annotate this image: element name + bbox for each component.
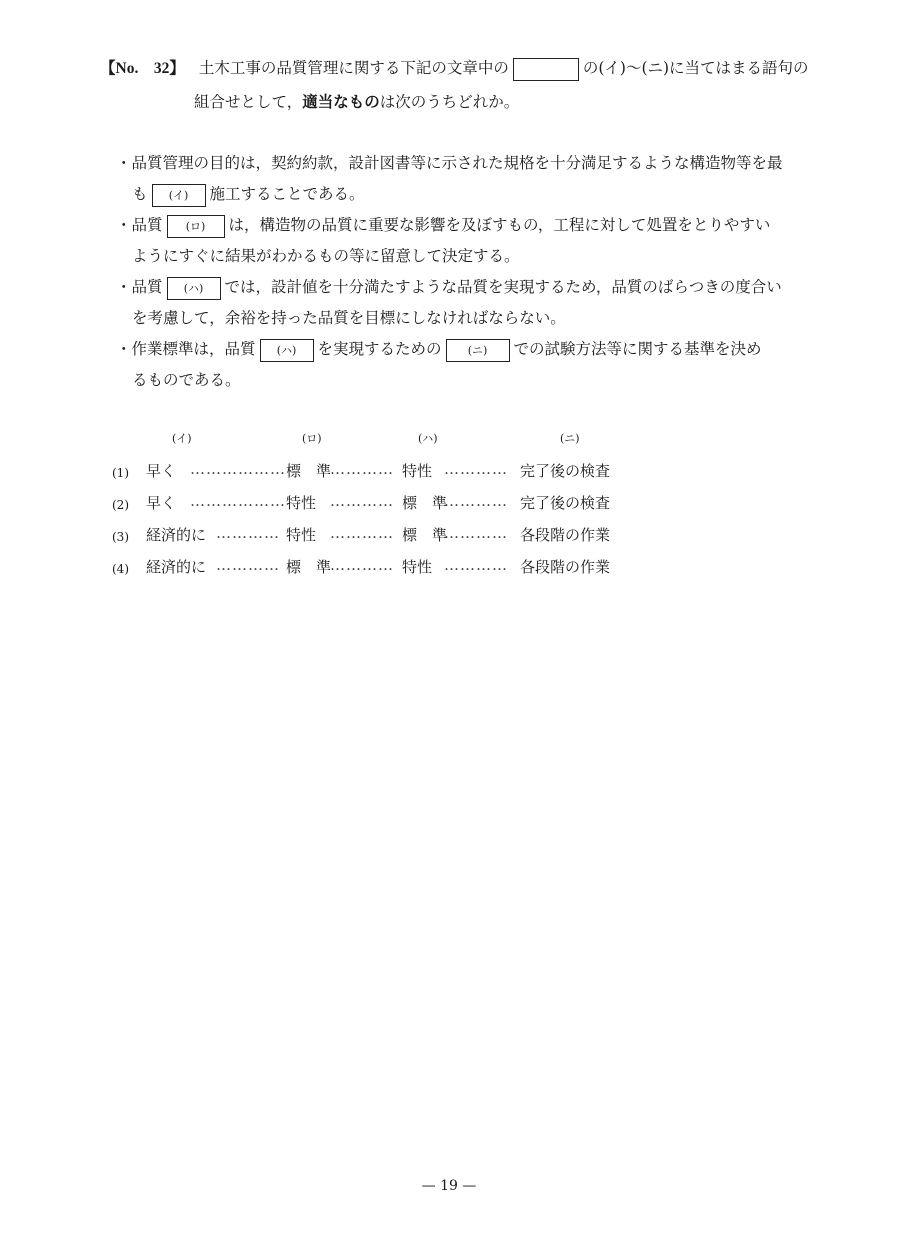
leader-dots: ………… bbox=[330, 524, 394, 542]
choice-header-ni: (ニ) bbox=[560, 432, 580, 445]
choice-ni: 完了後の検査 bbox=[520, 494, 611, 512]
choice-ha: 特性 bbox=[402, 462, 433, 480]
leader-dots: ………… bbox=[444, 556, 508, 574]
choice-header-row bbox=[112, 430, 672, 454]
page-number: — 19 — bbox=[421, 1178, 477, 1194]
statement-3 bbox=[116, 272, 816, 334]
choice-ni: 各段階の作業 bbox=[520, 558, 611, 576]
leader-dots: ………… bbox=[444, 492, 508, 510]
leader-dots: ………… bbox=[444, 460, 508, 478]
choice-row-1[interactable] bbox=[112, 454, 672, 486]
leader-dots: ………… bbox=[444, 524, 508, 542]
statement-4-text-b: を実現するための bbox=[317, 340, 442, 358]
statement-4-text-a: ・作業標準は，品質 bbox=[116, 340, 256, 358]
choice-ha: 特性 bbox=[402, 558, 433, 576]
question-header bbox=[100, 52, 820, 119]
choice-header-ro: (ロ) bbox=[302, 432, 322, 445]
blank-ha-2: (ハ) bbox=[260, 339, 314, 362]
question-number: 【No. 32】 bbox=[100, 60, 185, 77]
statement-1 bbox=[116, 148, 816, 210]
leader-dots: ………… bbox=[330, 492, 394, 510]
leader-dots: ………… bbox=[216, 556, 280, 574]
leader-dots: ……………… bbox=[190, 492, 286, 510]
choice-number: (2) bbox=[112, 498, 129, 512]
statements bbox=[116, 148, 816, 396]
blank-i: (イ) bbox=[152, 184, 206, 207]
blank-ni: (ニ) bbox=[446, 339, 510, 362]
choice-i: 早く bbox=[146, 494, 177, 512]
statement-2-line-2: ようにすぐに結果がわかるもの等に留意して決定する。 bbox=[132, 247, 520, 265]
statement-2-text-b: は，構造物の品質に重要な影響を及ぼすもの，工程に対して処置をとりやすい bbox=[228, 216, 771, 234]
statement-1-text-b: も bbox=[132, 185, 148, 203]
blank-ha: (ハ) bbox=[167, 277, 221, 300]
statement-1-line-1: ・品質管理の目的は，契約約款，設計図書等に示された規格を十分満足するような構造物等を最 bbox=[116, 154, 783, 172]
choice-row-4[interactable] bbox=[112, 550, 672, 582]
choice-ni: 完了後の検査 bbox=[520, 462, 611, 480]
leader-dots: ………… bbox=[216, 524, 280, 542]
choice-ro: 特性 bbox=[286, 494, 317, 512]
choice-number: (4) bbox=[112, 562, 129, 576]
question-stem-a: 土木工事の品質管理に関する下記の文章中の bbox=[198, 59, 509, 77]
question-stem-b: の(イ)～(ニ)に当てはまる語句の bbox=[582, 59, 809, 77]
choice-ha: 標 準 bbox=[402, 526, 448, 544]
leader-dots: ………… bbox=[330, 460, 394, 478]
statement-4-text-c: での試験方法等に関する基準を決め bbox=[513, 340, 762, 358]
choice-number: (3) bbox=[112, 530, 129, 544]
choice-i: 経済的に bbox=[146, 558, 207, 576]
choice-ni: 各段階の作業 bbox=[520, 526, 611, 544]
choice-row-2[interactable] bbox=[112, 486, 672, 518]
blank-box bbox=[513, 58, 579, 81]
choice-ro: 標 準 bbox=[286, 558, 332, 576]
blank-ro: (ロ) bbox=[167, 215, 225, 238]
question-stem-d: は次のうちどれか。 bbox=[379, 93, 520, 111]
choice-ro: 特性 bbox=[286, 526, 317, 544]
choice-i: 経済的に bbox=[146, 526, 207, 544]
statement-4 bbox=[116, 334, 816, 396]
leader-dots: ……………… bbox=[190, 460, 286, 478]
question-line-2 bbox=[100, 85, 820, 119]
statement-3-text-b: では，設計値を十分満たすような品質を実現するため，品質のばらつきの度合い bbox=[224, 278, 782, 296]
statement-1-text-c: 施工することである。 bbox=[209, 185, 365, 203]
statement-4-line-1 bbox=[116, 334, 816, 365]
question-emphasis: 適当なもの bbox=[302, 92, 380, 111]
choice-ha: 標 準 bbox=[402, 494, 448, 512]
statement-2-text-a: ・品質 bbox=[116, 216, 163, 234]
choice-number: (1) bbox=[112, 466, 129, 480]
statement-1-line-2 bbox=[116, 179, 816, 210]
question-stem-c: 組合せとして， bbox=[194, 93, 303, 111]
choice-i: 早く bbox=[146, 462, 177, 480]
question-line-1 bbox=[100, 52, 820, 85]
choice-header-ha: (ハ) bbox=[418, 432, 438, 445]
choice-ro: 標 準 bbox=[286, 462, 332, 480]
choice-row-3[interactable] bbox=[112, 518, 672, 550]
answer-choices bbox=[112, 430, 672, 582]
statement-4-line-2: るものである。 bbox=[132, 371, 241, 389]
choice-header-i: (イ) bbox=[172, 432, 192, 445]
statement-3-line-1 bbox=[116, 272, 816, 303]
statement-2 bbox=[116, 210, 816, 272]
statement-3-text-a: ・品質 bbox=[116, 278, 163, 296]
leader-dots: ………… bbox=[330, 556, 394, 574]
statement-2-line-1 bbox=[116, 210, 816, 241]
statement-3-line-2: を考慮して，余裕を持った品質を目標にしなければならない。 bbox=[132, 309, 566, 327]
